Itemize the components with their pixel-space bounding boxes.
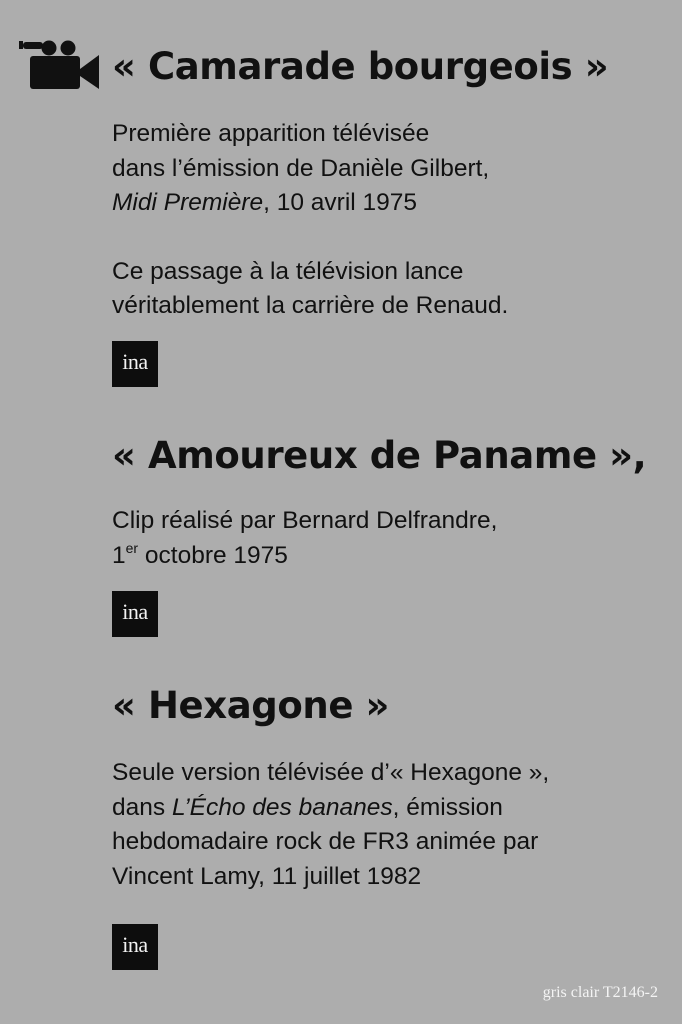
- description-text: 1: [112, 541, 126, 569]
- section-description: [112, 117, 672, 221]
- description-line: Première apparition télévisée: [112, 120, 430, 147]
- section-camarade-bourgeois: [112, 45, 672, 324]
- description-line: dans l’émission de Danièle Gilbert,: [112, 154, 490, 182]
- section-title: « Amoureux de Paname »,: [112, 434, 647, 477]
- section-description: [112, 756, 672, 894]
- ina-logo-link[interactable]: ina: [112, 591, 158, 637]
- description-line: [112, 539, 672, 574]
- note-line: véritablement la carrière de Renaud.: [112, 292, 509, 319]
- description-line: Vincent Lamy, 11 juillet 1982: [112, 862, 422, 890]
- description-line: [112, 186, 672, 221]
- ina-logo-link[interactable]: ina: [112, 924, 158, 970]
- description-text: , 10 avril 1975: [263, 189, 418, 216]
- program-title: Midi Première: [112, 189, 264, 216]
- print-color-code: gris clair T2146-2: [542, 984, 658, 1001]
- ordinal-suffix: er: [125, 539, 139, 556]
- section-note: [112, 255, 672, 324]
- section-amoureux-de-paname: [112, 434, 672, 573]
- description-text: octobre 1975: [138, 541, 288, 569]
- section-hexagone: [112, 684, 672, 894]
- description-line: Seule version télévisée d’« Hexagone »,: [112, 759, 550, 786]
- note-line: Ce passage à la télévision lance: [112, 257, 464, 285]
- description-text: , émission: [392, 793, 503, 821]
- section-description: [112, 504, 672, 573]
- video-camera-icon: [18, 39, 100, 91]
- description-text: dans: [112, 793, 172, 821]
- ina-logo-link[interactable]: ina: [112, 341, 158, 387]
- section-title: « Camarade bourgeois »: [112, 45, 609, 88]
- description-line: Clip réalisé par Bernard Delfrandre,: [112, 507, 498, 534]
- description-line: [112, 791, 672, 826]
- section-title: « Hexagone »: [112, 684, 389, 727]
- program-title: L’Écho des bananes: [171, 793, 393, 821]
- description-line: hebdomadaire rock de FR3 animée par: [112, 828, 539, 855]
